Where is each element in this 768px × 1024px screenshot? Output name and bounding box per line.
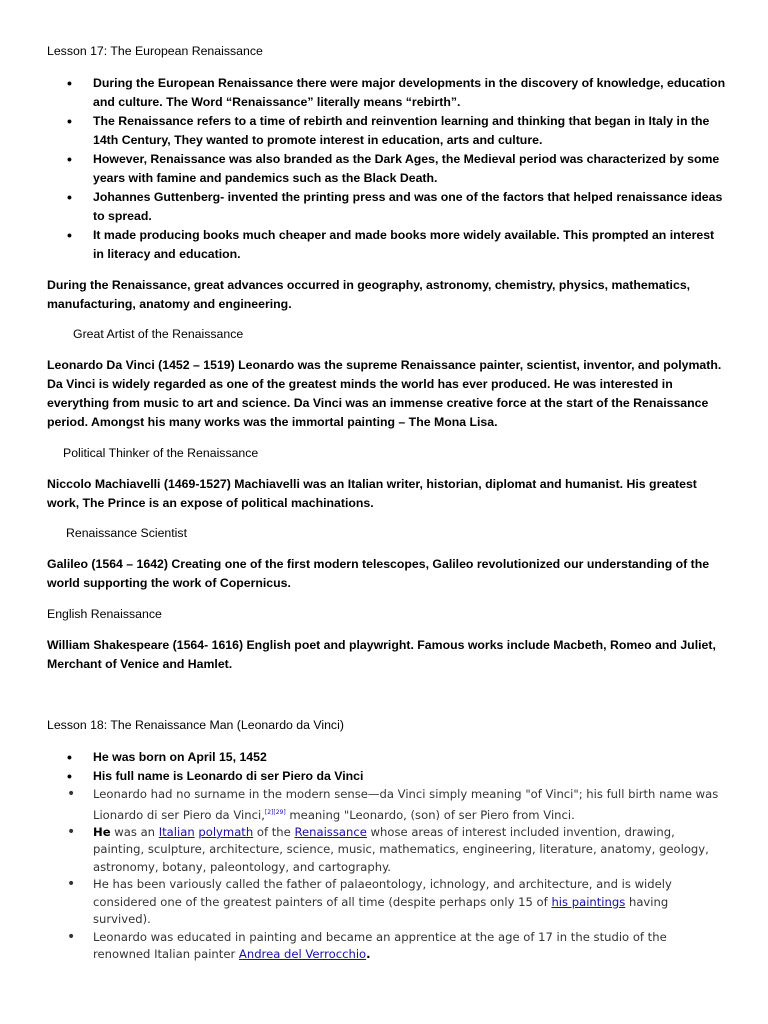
bullet-text: whose areas of interest included invention, drawing, painting, sculpture, architecture, science, music, mathematics, engineering, literature, anatomy, geology, astronomy, botany, paleontology, and cartography. — [93, 824, 709, 874]
advances-paragraph-line: During the Renaissance, great advances occurred in geography, astronomy, chemistry, physics, mathematics, — [47, 278, 691, 292]
davinci-paragraph-line: everything from music to art and science. Da Vinci was an immense creative force at the start of the Renaissance — [47, 396, 709, 410]
political-heading: Political Thinker of the Renaissance — [63, 446, 259, 460]
renaissance-link[interactable]: Renaissance — [294, 824, 367, 839]
scientist-heading: Renaissance Scientist — [66, 526, 187, 540]
bullet-text: . — [366, 947, 371, 962]
bullet-text: Leonardo was educated in painting and became an apprentice at the age of 17 in the studio of the renowned Italian painter — [93, 929, 667, 962]
shakespeare-paragraph-line: William Shakespeare (1564- 1616) English poet and playwright. Famous works include Macbeth, Romeo and Juliet, — [47, 638, 716, 652]
list-item: • He was born on April 15, 1452 — [47, 748, 727, 767]
polymath-link[interactable]: polymath — [198, 824, 254, 839]
machiavelli-paragraph-line: Niccolo Machiavelli (1469-1527) Machiavelli was an Italian writer, historian, diplomat and humanist. His greatest — [47, 477, 697, 491]
list-item: • Johannes Guttenberg- invented the printing press and was one of the factors that helped renaissance ideas to spread. — [47, 188, 727, 226]
bullet-bold-text: He — [93, 824, 111, 839]
lesson-18-bullets — [47, 786, 727, 964]
list-item: • The Renaissance refers to a time of rebirth and reinvention learning and thinking that began in Italy in the 14th Century, They wanted to promote interest in education, arts and culture. — [47, 112, 727, 150]
bullet-text: meaning "Leonardo, (son) of ser Piero from Vinci. — [285, 807, 575, 822]
reference-link[interactable]: [2][29] — [264, 808, 286, 816]
bullet-text: He has been variously called the father of palaeontology, ichnology, and architecture, and is widely considered one of the greatest painters of all time (despite perhaps only 15 of — [93, 877, 672, 909]
lesson-18-bold-bullets — [47, 748, 727, 786]
verrocchio-link[interactable]: Andrea del Verrocchio — [238, 947, 367, 962]
english-heading: English Renaissance — [47, 607, 162, 621]
lesson-17-bullets — [47, 74, 727, 264]
davinci-paragraph-line: period. Amongst his many works was the immortal painting – The Mona Lisa. — [47, 415, 498, 429]
bullet-text: was an — [110, 824, 159, 839]
machiavelli-paragraph-line: work, The Prince is an expose of political machinations. — [47, 496, 374, 510]
bullet-text: having survived). — [93, 894, 669, 927]
list-item: • During the European Renaissance there were major developments in the discovery of knowledge, education and culture. The Word “Renaissance” literally means “rebirth”. — [47, 74, 727, 112]
his-paintings-link[interactable]: his paintings — [551, 894, 626, 909]
list-item — [47, 824, 727, 877]
davinci-paragraph-line: Da Vinci is widely regarded as one of the greatest minds the world has ever produced. He was interested in — [47, 377, 673, 391]
advances-paragraph-line: manufacturing, anatomy and engineering. — [47, 297, 292, 311]
davinci-paragraph-line: Leonardo Da Vinci (1452 – 1519) Leonardo was the supreme Renaissance painter, scientist, inventor, and polymath. — [47, 358, 722, 372]
list-item — [47, 929, 727, 964]
list-item — [47, 876, 727, 929]
list-item — [47, 786, 727, 824]
shakespeare-paragraph-line: Merchant of Venice and Hamlet. — [47, 657, 233, 671]
lesson-17-title: Lesson 17: The European Renaissance — [47, 44, 263, 58]
italian-link[interactable]: Italian — [158, 824, 195, 839]
artist-heading: Great Artist of the Renaissance — [73, 327, 244, 341]
galileo-paragraph-line: Galileo (1564 – 1642) Creating one of the first modern telescopes, Galileo revolutionized our understanding of the — [47, 557, 710, 571]
bullet-text: of the — [253, 824, 295, 839]
list-item: • However, Renaissance was also branded as the Dark Ages, the Medieval period was characterized by some years with famine and pandemics such as the Black Death. — [47, 150, 727, 188]
lesson-18-title: Lesson 18: The Renaissance Man (Leonardo da Vinci) — [47, 718, 344, 732]
bullet-text: Leonardo had no surname in the modern sense—da Vinci simply meaning "of Vinci"; his full birth name was Lionardo di ser Piero da Vinci, — [93, 787, 719, 822]
list-item: • It made producing books much cheaper and made books more widely available. This prompted an interest in literacy and education. — [47, 226, 727, 264]
list-item: • His full name is Leonardo di ser Piero da Vinci — [47, 767, 727, 786]
galileo-paragraph-line: world supporting the work of Copernicus. — [47, 576, 291, 590]
